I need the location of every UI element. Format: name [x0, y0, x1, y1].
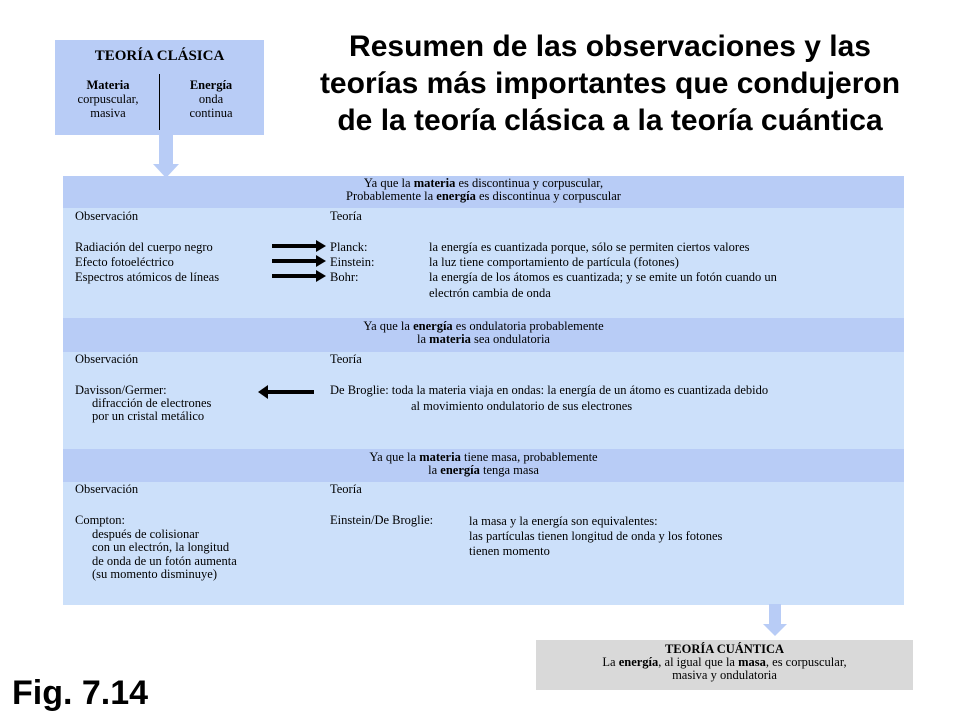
observation-line-spectra: Espectros atómicos de líneas	[75, 270, 220, 284]
theory-bohr-name: Bohr:	[330, 270, 359, 284]
section1-arrows	[272, 239, 326, 287]
theory-einstein-text: la luz tiene comportamiento de partícula (fotones)	[429, 255, 679, 269]
observation-blackbody: Radiación del cuerpo negro	[75, 240, 213, 254]
quantum-theory-box: TEORÍA CUÁNTICA La energía, al igual que la masa, es corpuscular, masiva y ondulatoria	[536, 640, 913, 690]
theory-planck-text: la energía es cuantizada porque, sólo se permiten ciertos valores	[429, 240, 750, 254]
section3-banner: Ya que la materia tiene masa, probablemente la energía tenga masa	[63, 449, 904, 482]
theory-bohr-text: la energía de los átomos es cuantizada; y se emite un fotón cuando un	[429, 270, 777, 284]
section3-observation-header: Observación	[75, 482, 139, 496]
observation-compton: Compton: después de colisionar con un electrón, la longitud de onda de un fotón aumenta (su momento disminuye)	[75, 513, 237, 581]
right-arrow-icon	[272, 240, 326, 252]
down-arrow-icon	[153, 134, 179, 178]
section2-banner: Ya que la energía es ondulatoria probablemente la materia sea ondulatoria	[63, 318, 904, 352]
theory-einstein-name: Einstein:	[330, 255, 375, 269]
classical-matter-column: Materia corpuscular, masiva	[77, 78, 139, 120]
classical-theory-box	[55, 40, 264, 135]
section3-theory-header: Teoría	[330, 482, 362, 496]
classical-energy-column: Energía onda continua	[189, 78, 233, 120]
right-arrow-icon	[272, 270, 326, 282]
quantum-theory-heading: TEORÍA CUÁNTICA	[664, 642, 785, 656]
page-title: Resumen de las observaciones y las teorías más importantes que condujeron de la teoría clásica a la teoría cuántica	[319, 30, 901, 137]
right-arrow-icon	[272, 255, 326, 267]
observation-davisson-germer: Davisson/Germer: difracción de electrones por un cristal metálico	[75, 383, 212, 423]
theory-einstein-de-broglie-name: Einstein/De Broglie:	[330, 513, 434, 527]
section1-observation-header: Observación	[75, 209, 139, 223]
section1-theory-header: Teoría	[330, 209, 362, 223]
left-arrow-icon	[258, 385, 314, 399]
section2-theory-header: Teoría	[330, 352, 362, 366]
down-arrow-icon	[763, 604, 787, 636]
theory-de-broglie: De Broglie: toda la materia viaja en ondas: la energía de un átomo es cuantizada debido	[330, 383, 769, 397]
classical-theory-heading: TEORÍA CLÁSICA	[94, 48, 225, 64]
observation-photoelectric: Efecto fotoeléctrico	[75, 255, 174, 269]
theory-bohr-text-cont: electrón cambia de onda	[429, 286, 551, 300]
theory-einstein-de-broglie-text: la masa y la energía son equivalentes: las partículas tienen longitud de onda y los fotones tienen momento	[469, 514, 723, 558]
section1-banner: Ya que la materia es discontinua y corpuscular, Probablemente la energía es discontinua y corpuscular	[63, 176, 904, 208]
figure-label: Fig. 7.14	[12, 674, 149, 712]
section2-observation-header: Observación	[75, 352, 139, 366]
theory-planck-name: Planck:	[330, 240, 368, 254]
theory-de-broglie-cont: al movimiento ondulatorio de sus electrones	[411, 399, 633, 413]
